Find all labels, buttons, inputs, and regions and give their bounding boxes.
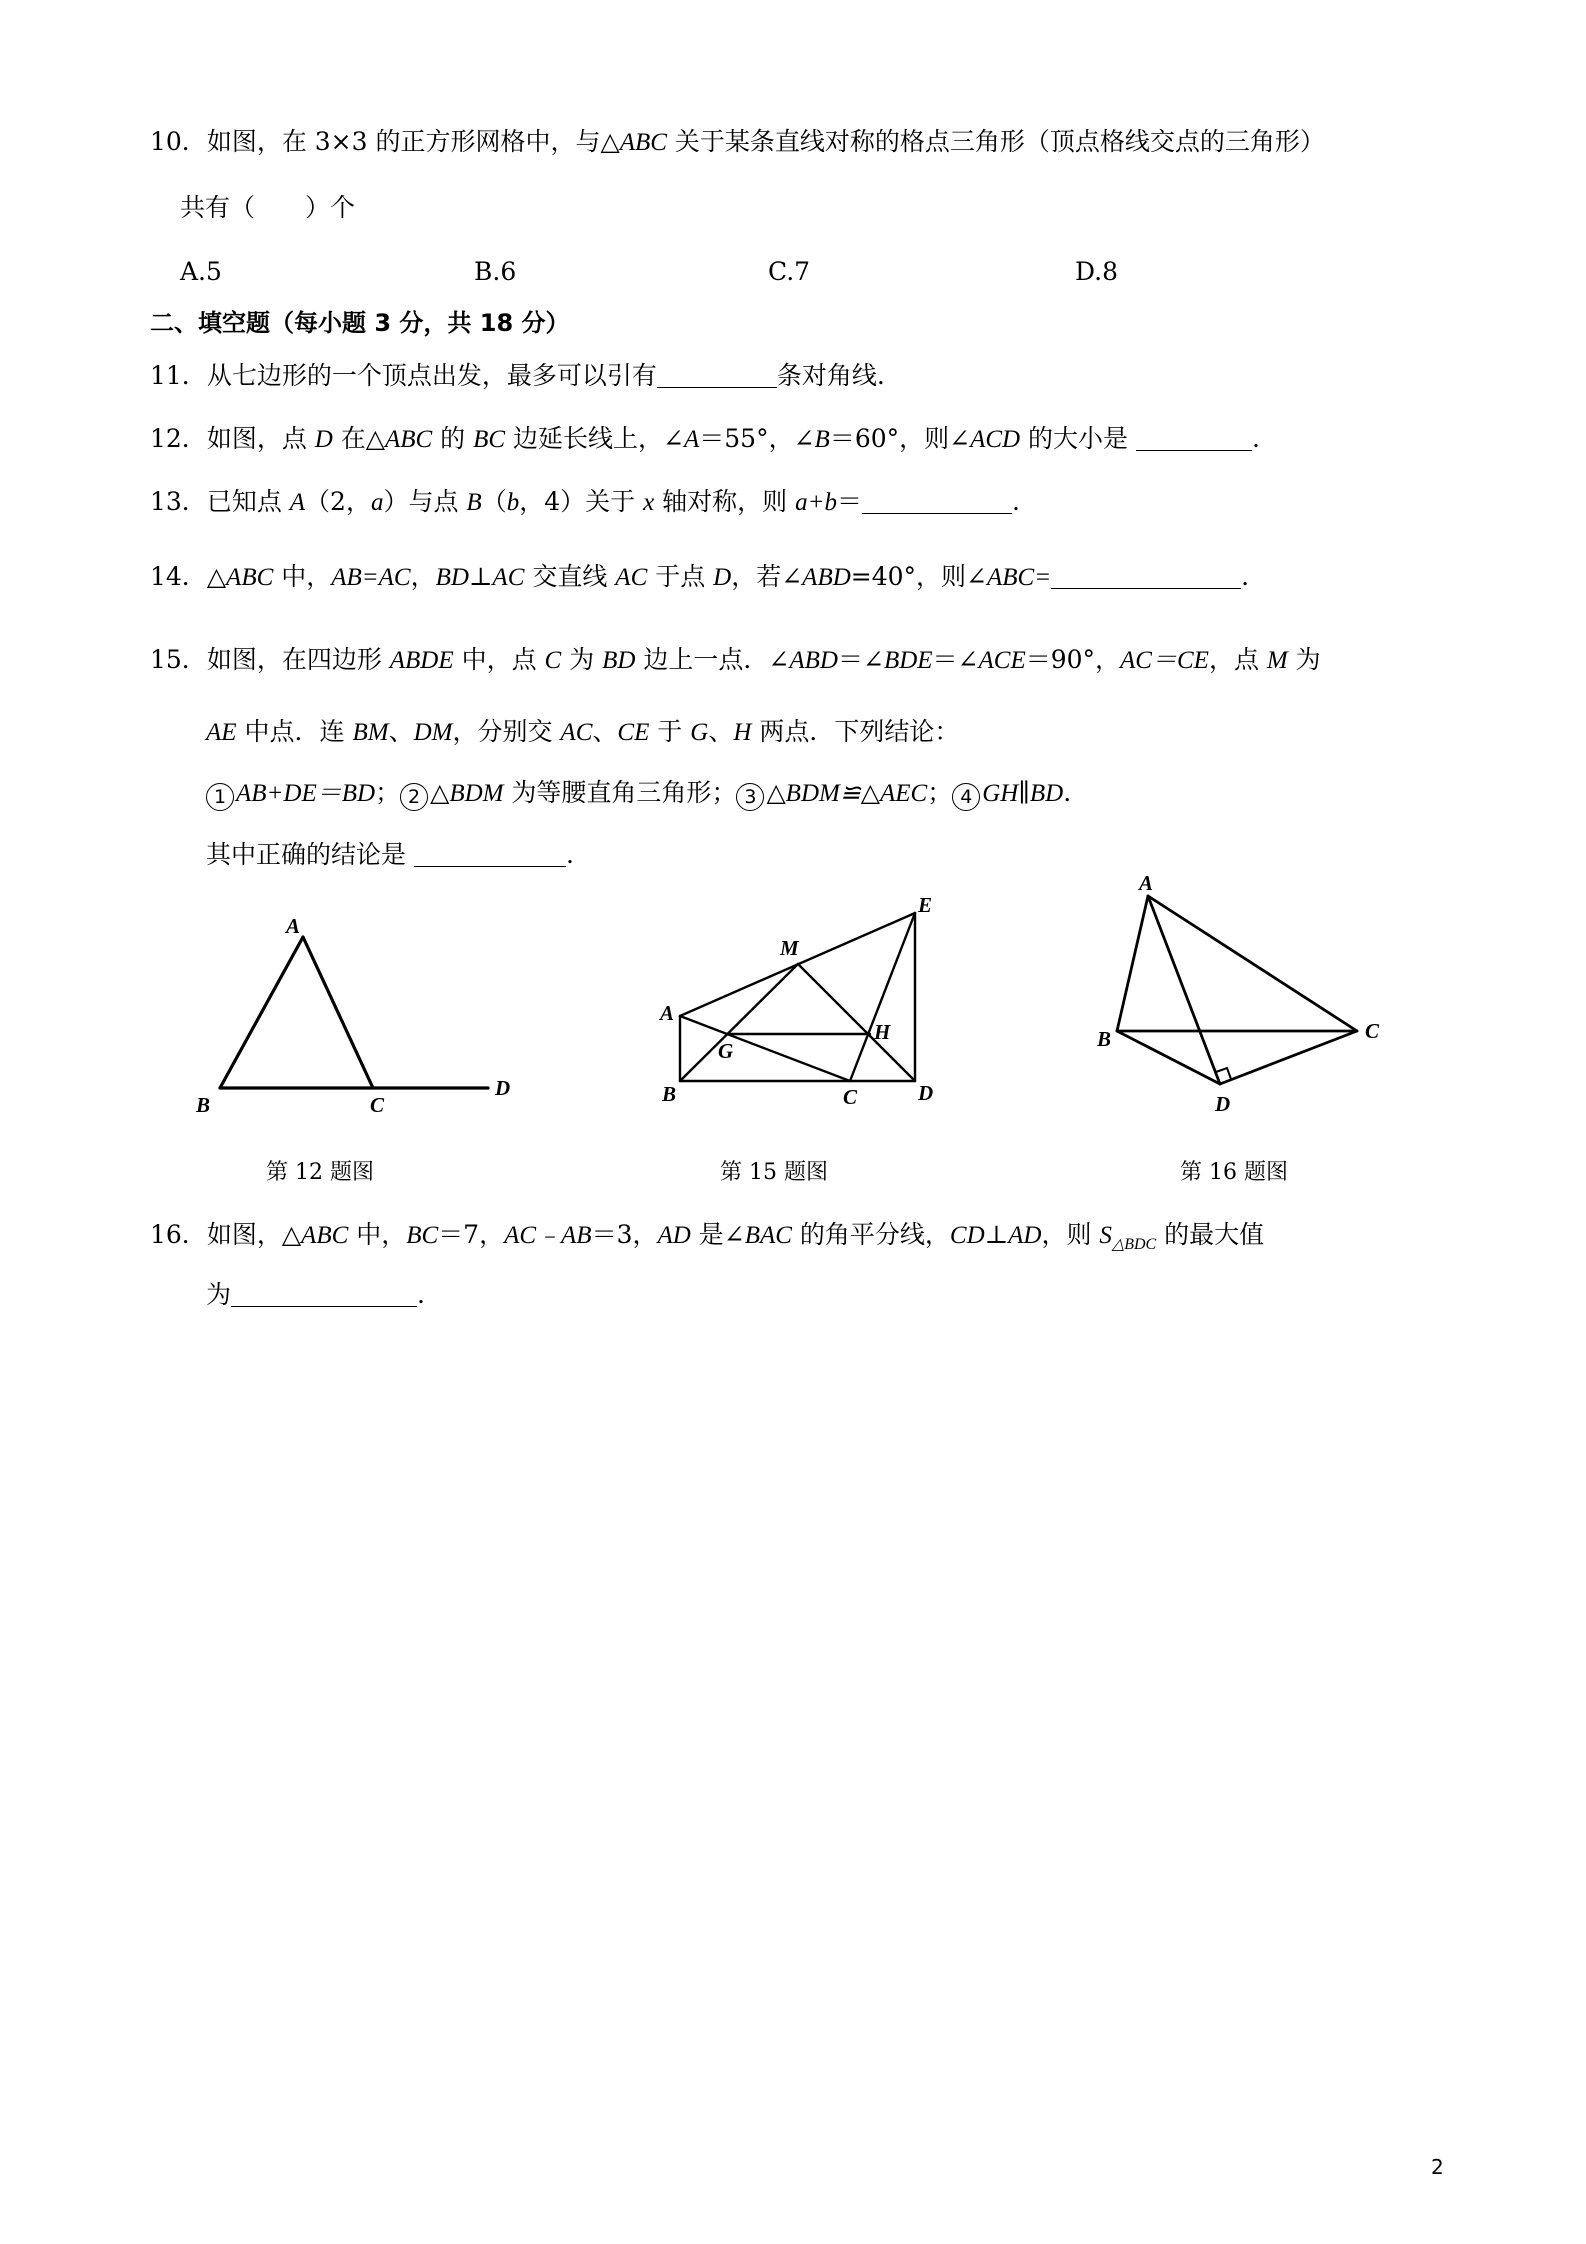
label-d: D <box>495 1076 511 1100</box>
segment-ab <box>220 937 303 1088</box>
label-a: A <box>286 914 301 938</box>
answer-blank[interactable] <box>862 489 1012 514</box>
label-g: G <box>718 1039 734 1063</box>
figure-15 <box>650 888 950 1113</box>
figure-12 <box>190 905 530 1120</box>
q10-option-c: C.7 <box>768 257 811 286</box>
q15-line1: 15．如图，在四边形 ABDE 中，点 C 为 BD 边上一点．∠ABD＝∠BDE＝∠ACE＝90°，AC＝CE，点 M 为 <box>150 645 1321 674</box>
q10-line2: 共有（ ）个 <box>180 193 356 222</box>
label-b: B <box>1097 1027 1112 1051</box>
label-h: H <box>874 1020 891 1044</box>
q10-line1: 10．如图，在 3×3 的正方形网格中，与△ABC 关于某条直线对称的格点三角形（顶点格线交点的三角形） <box>150 127 1325 156</box>
section-heading: 二、填空题（每小题 3 分，共 18 分） <box>150 309 570 337</box>
label-a: A <box>1139 871 1154 895</box>
q15-line2: AE 中点．连 BM、DM，分别交 AC、CE 于 G、H 两点．下列结论： <box>206 717 960 746</box>
q12: 12．如图，点 D 在△ABC 的 BC 边延长线上，∠A＝55°，∠B＝60°，则∠ACD 的大小是 . <box>150 424 1260 453</box>
circled-number: 2 <box>400 783 428 811</box>
label-c: C <box>370 1093 385 1117</box>
segment-ac <box>1148 896 1357 1031</box>
q16-line2: 为 . <box>206 1280 425 1309</box>
q15-conclusions: 1 AB+DE＝BD； 2 △BDM 为等腰直角三角形； 3 △BDM≌△AEC； 4 GH∥BD. <box>206 778 1071 811</box>
answer-blank[interactable] <box>414 842 566 867</box>
figure-16 <box>1085 866 1395 1126</box>
label-b: B <box>196 1093 211 1117</box>
answer-blank[interactable] <box>657 363 777 388</box>
circled-number: 4 <box>952 783 980 811</box>
segment-ac <box>303 937 373 1088</box>
segment-ab <box>1117 896 1148 1031</box>
label-c: C <box>843 1085 858 1109</box>
q14: 14．△ABC 中，AB=AC，BD⊥AC 交直线 AC 于点 D，若∠ABD=40°，则∠ABC= . <box>150 562 1250 591</box>
label-e: E <box>918 893 933 917</box>
circled-number: 1 <box>206 783 234 811</box>
label-a: A <box>660 1001 675 1025</box>
caption-figure-12: 第 12 题图 <box>266 1160 374 1185</box>
segment-bd <box>1117 1031 1220 1084</box>
q15-line4: 其中正确的结论是 . <box>206 840 574 869</box>
answer-blank[interactable] <box>1136 426 1252 451</box>
answer-blank[interactable] <box>231 1282 417 1307</box>
q10-option-d: D.8 <box>1075 257 1119 286</box>
label-m: M <box>780 936 799 960</box>
q10-option-b: B.6 <box>474 257 517 286</box>
segment-cd <box>1220 1031 1357 1084</box>
q11: 11．从七边形的一个顶点出发，最多可以引有 条对角线. <box>150 361 885 390</box>
caption-figure-15: 第 15 题图 <box>720 1160 828 1185</box>
q16-line1: 16．如图，△ABC 中，BC＝7，AC﹣AB＝3，AD 是∠BAC 的角平分线，CD⊥AD，则 $S_{\triangle BDC}$ 的最大值 <box>150 1220 1265 1253</box>
page-number: 2 <box>1431 2155 1444 2179</box>
label-d: D <box>918 1081 934 1105</box>
q10-option-a: A.5 <box>180 257 222 286</box>
circled-number: 3 <box>736 783 764 811</box>
caption-figure-16: 第 16 题图 <box>1180 1160 1288 1185</box>
segment-ad <box>1148 896 1220 1084</box>
label-c: C <box>1365 1019 1380 1043</box>
q13: 13．已知点 A（2，a）与点 B（b，4）关于 x 轴对称，则 a+b＝ . <box>150 487 1020 516</box>
answer-blank[interactable] <box>1051 564 1241 589</box>
segment-ac <box>680 1016 850 1081</box>
label-b: B <box>662 1082 677 1106</box>
label-d: D <box>1215 1092 1231 1116</box>
